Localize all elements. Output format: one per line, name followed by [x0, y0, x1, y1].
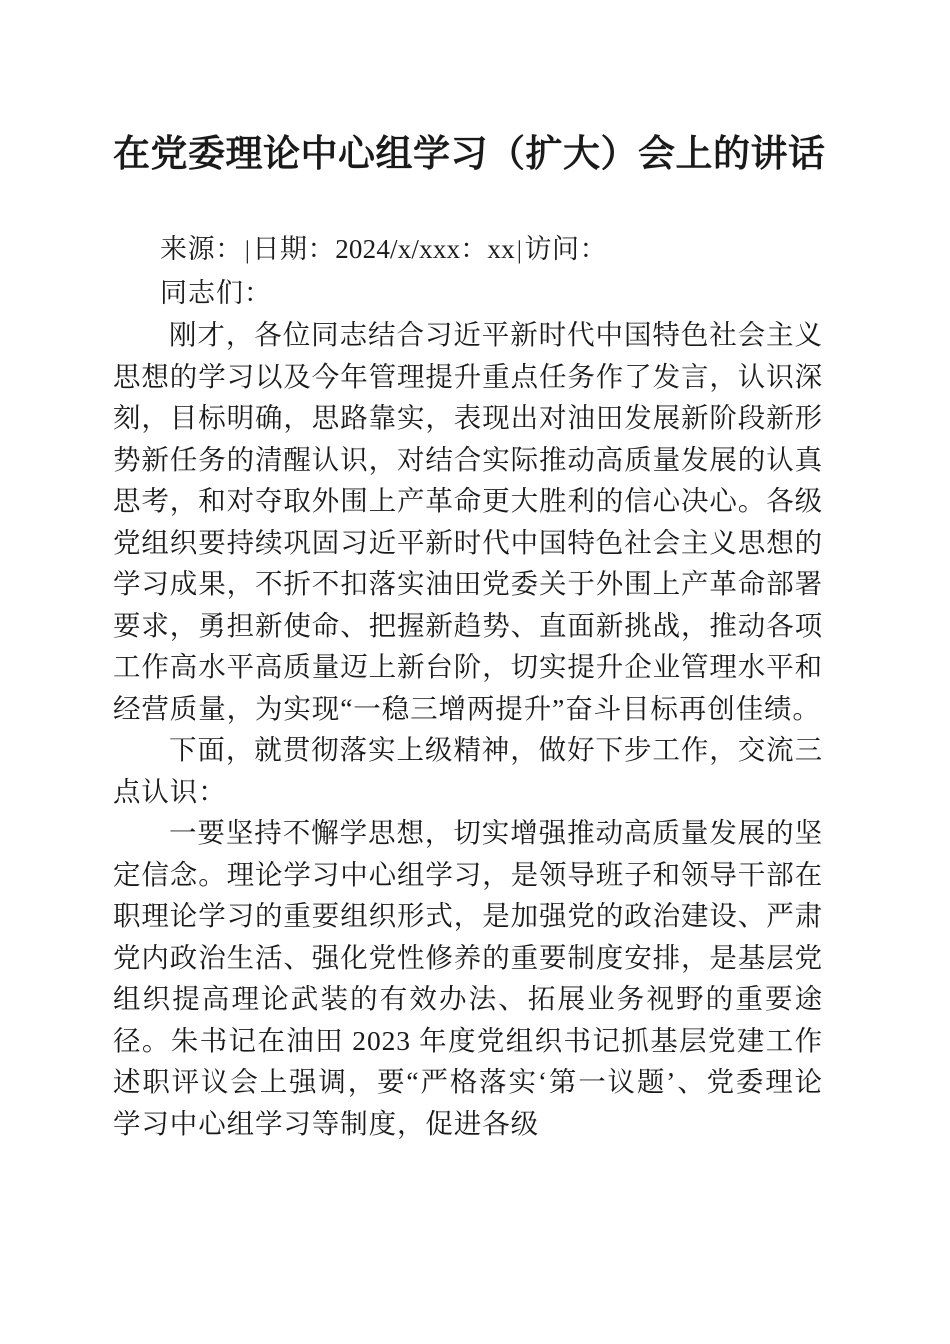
salutation: 同志们：: [160, 278, 272, 308]
document-content: [113, 0, 826, 1144]
body-paragraph-2: 下面，就贯彻落实上级精神，做好下步工作，交流三点认识：: [113, 734, 823, 807]
meta-date-value: 2024/x/xxx：xx: [335, 234, 515, 264]
meta-visits-label: 访问：: [524, 234, 608, 264]
page-title: 在党委理论中心组学习（扩大）会上的讲话: [113, 133, 826, 174]
meta-separator-2: |: [516, 237, 523, 264]
meta-separator-1: |: [244, 237, 251, 264]
meta-date-label: 日期：: [252, 234, 336, 264]
body-paragraph-3: 一要坚持不懈学思想，切实增强推动高质量发展的坚定信念。理论学习中心组学习，是领导班子和领导干部在职理论学习的重要组织形式，是加强党的政治建设、严肃党内政治生活、强化党性修养的重要制度安排，是基层党组织提高理论武装的有效办法、拓展业务视野的重要途径。朱书记在油田 2023 年度党组织书记抓基层党建工作述职评议会上强调，要“严格落实‘第一议题’、党委理论学习中心组学习等制度，促进各级: [113, 817, 823, 1139]
document-meta: [113, 176, 823, 272]
meta-source-label: 来源：: [160, 234, 243, 264]
body-paragraph-1: 刚才，各位同志结合习近平新时代中国特色社会主义思想的学习以及今年管理提升重点任务作了发言，认识深刻，目标明确，思路靠实，表现出对油田发展新阶段新形势新任务的清醒认识，对结合实际推动高质量发展的认真思考，和对夺取外围上产革命更大胜利的信心决心。各级党组织要持续巩固习近平新时代中国特色社会主义思想的学习成果，不折不扣落实油田党委关于外围上产革命部署要求，勇担新使命、把握新趋势、直面新挑战，推动各项工作高水平高质量迈上新台阶，切实提升企业管理水平和经营质量，为实现“一稳三增两提升”奋斗目标再创佳绩。: [113, 319, 823, 724]
